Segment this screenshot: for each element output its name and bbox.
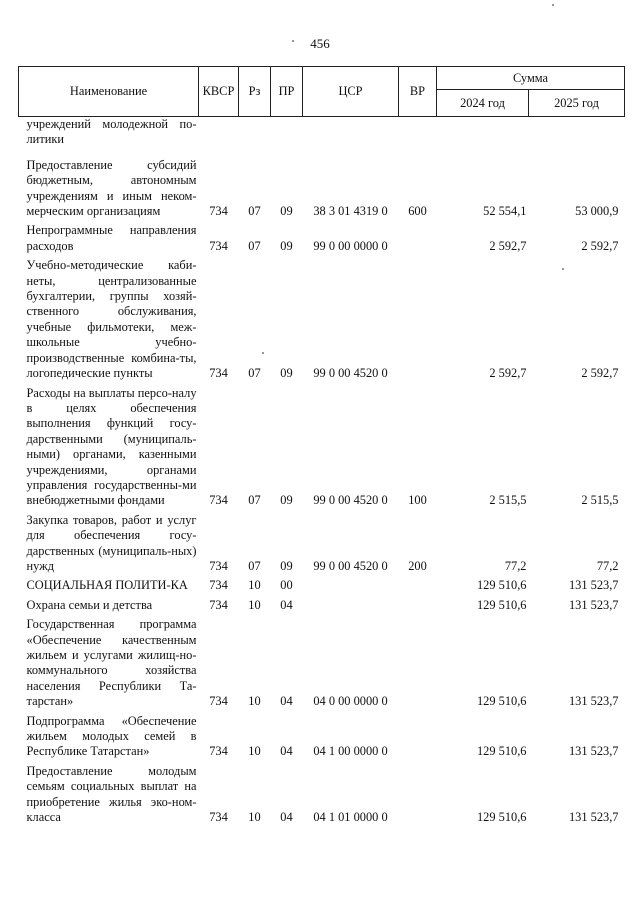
table-row bbox=[19, 617, 625, 713]
row-csr bbox=[303, 598, 399, 617]
row-vr bbox=[399, 223, 437, 258]
row-rz: 10 bbox=[248, 578, 261, 593]
row-rz: 07 bbox=[248, 204, 261, 219]
row-kvsr: 734 bbox=[209, 694, 228, 709]
row-pr: 00 bbox=[280, 578, 293, 593]
header-kvsr: КВСР bbox=[199, 67, 239, 117]
header-rz: Рз bbox=[239, 67, 271, 117]
header-sum: Сумма bbox=[437, 67, 625, 90]
row-rz: 10 bbox=[248, 597, 261, 612]
row-sum-2024: 77,2 bbox=[504, 558, 527, 573]
row-rz: 10 bbox=[248, 744, 261, 759]
row-sum-2024: 2 592,7 bbox=[489, 238, 527, 253]
row-sum-2025: 131 523,7 bbox=[568, 810, 619, 825]
row-csr: 99 0 00 4520 0 bbox=[313, 558, 388, 573]
row-kvsr: 734 bbox=[209, 597, 228, 612]
row-kvsr: 734 bbox=[209, 238, 228, 253]
row-rz: 10 bbox=[248, 694, 261, 709]
row-sum-2025: 77,2 bbox=[596, 558, 619, 573]
row-vr bbox=[399, 258, 437, 385]
table-row bbox=[19, 223, 625, 258]
header-csr: ЦСР bbox=[303, 67, 399, 117]
row-sum-2025: 2 592,7 bbox=[581, 238, 619, 253]
row-pr: 09 bbox=[280, 558, 293, 573]
table-row bbox=[19, 513, 625, 579]
row-sum-2025: 131 523,7 bbox=[568, 744, 619, 759]
row-kvsr: 734 bbox=[209, 558, 228, 573]
table-header bbox=[19, 67, 625, 117]
row-vr bbox=[399, 617, 437, 713]
row-name: учреждений молодежной по-литики bbox=[26, 117, 197, 147]
row-vr: 600 bbox=[408, 204, 427, 219]
row-sum-2025: 53 000,9 bbox=[575, 204, 619, 219]
row-vr bbox=[399, 714, 437, 764]
table-row bbox=[19, 152, 625, 224]
row-kvsr: 734 bbox=[209, 493, 228, 508]
row-vr bbox=[399, 598, 437, 617]
row-sum-2024 bbox=[437, 117, 529, 152]
row-name: Охрана семьи и детства bbox=[26, 597, 153, 612]
table-row bbox=[19, 386, 625, 513]
table-row bbox=[19, 598, 625, 617]
row-sum-2024: 129 510,6 bbox=[476, 597, 527, 612]
row-sum-2025: 2 592,7 bbox=[581, 366, 619, 381]
row-name: Подпрограмма «Обеспечение жильем молодых семей в Республике Татарстан» bbox=[26, 713, 197, 759]
row-sum-2025 bbox=[529, 117, 625, 152]
row-csr bbox=[303, 578, 399, 597]
row-sum-2024: 129 510,6 bbox=[476, 578, 527, 593]
row-name: Расходы на выплаты персо-налу в целях обеспечения выполнения функций госу-дарственными (муниципаль-ными) органами, казенными учреждениями, органами управления государственны-ми внебюджетными фондами bbox=[26, 385, 197, 508]
row-rz: 07 bbox=[248, 238, 261, 253]
row-csr: 38 3 01 4319 0 bbox=[313, 204, 388, 219]
table-row bbox=[19, 258, 625, 385]
row-rz: 07 bbox=[248, 366, 261, 381]
header-year-2025: 2025 год bbox=[529, 90, 625, 117]
row-name: Предоставление молодым семьям социальных выплат на приобретение жилья эко-ном-класса bbox=[26, 763, 197, 825]
row-pr: 04 bbox=[280, 744, 293, 759]
scan-speck bbox=[292, 40, 294, 42]
table-body bbox=[19, 117, 625, 830]
row-name: Предоставление субсидий бюджетным, автономным учреждениям и иным неком-мерческим организациям bbox=[26, 157, 197, 219]
row-kvsr: 734 bbox=[209, 744, 228, 759]
row-sum-2025: 131 523,7 bbox=[568, 578, 619, 593]
row-csr: 04 0 00 0000 0 bbox=[313, 694, 388, 709]
header-name: Наименование bbox=[19, 67, 199, 117]
row-pr: 09 bbox=[280, 366, 293, 381]
row-name: Государственная программа «Обеспечение качественным жильем и услугами жилищ-но-коммунального хозяйства населения Республики Та-тарстан» bbox=[26, 617, 197, 709]
row-pr: 09 bbox=[280, 493, 293, 508]
row-rz: 07 bbox=[248, 493, 261, 508]
table-row bbox=[19, 714, 625, 764]
row-csr: 99 0 00 4520 0 bbox=[313, 366, 388, 381]
row-csr: 99 0 00 4520 0 bbox=[313, 493, 388, 508]
row-csr bbox=[303, 117, 399, 152]
row-csr: 04 1 01 0000 0 bbox=[313, 810, 388, 825]
row-name: Непрограммные направления расходов bbox=[26, 223, 197, 253]
row-name: Учебно-методические каби-неты, централизованные бухгалтерии, группы хозяй-ственного обслуживания, учебные фильмотеки, меж-школьные учебно-производственные комбина-ты, логопедические пункты bbox=[26, 258, 197, 381]
budget-table bbox=[18, 66, 625, 829]
row-sum-2024: 2 592,7 bbox=[489, 366, 527, 381]
row-kvsr bbox=[199, 117, 239, 152]
row-kvsr: 734 bbox=[209, 578, 228, 593]
row-vr: 200 bbox=[408, 558, 427, 573]
row-sum-2024: 129 510,6 bbox=[476, 810, 527, 825]
row-pr: 04 bbox=[280, 810, 293, 825]
row-pr bbox=[271, 117, 303, 152]
row-name: Закупка товаров, работ и услуг для обеспечения госу-дарственных (муниципаль-ных) нужд bbox=[26, 512, 197, 573]
row-sum-2024: 2 515,5 bbox=[489, 493, 527, 508]
row-vr bbox=[399, 764, 437, 830]
row-vr bbox=[399, 578, 437, 597]
row-sum-2024: 129 510,6 bbox=[476, 744, 527, 759]
row-sum-2024: 129 510,6 bbox=[476, 694, 527, 709]
row-pr: 04 bbox=[280, 694, 293, 709]
row-kvsr: 734 bbox=[209, 810, 228, 825]
row-pr: 04 bbox=[280, 597, 293, 612]
row-pr: 09 bbox=[280, 204, 293, 219]
table-row bbox=[19, 117, 625, 152]
row-kvsr: 734 bbox=[209, 366, 228, 381]
header-pr: ПР bbox=[271, 67, 303, 117]
row-sum-2025: 131 523,7 bbox=[568, 694, 619, 709]
table-row bbox=[19, 578, 625, 597]
row-csr: 99 0 00 0000 0 bbox=[313, 238, 388, 253]
row-vr: 100 bbox=[408, 493, 427, 508]
header-year-2024: 2024 год bbox=[437, 90, 529, 117]
table-row bbox=[19, 764, 625, 830]
row-name: СОЦИАЛЬНАЯ ПОЛИТИ-КА bbox=[26, 578, 188, 593]
row-vr bbox=[399, 117, 437, 152]
scan-speck bbox=[552, 4, 554, 6]
row-kvsr: 734 bbox=[209, 204, 228, 219]
row-pr: 09 bbox=[280, 238, 293, 253]
row-rz: 10 bbox=[248, 810, 261, 825]
row-sum-2025: 131 523,7 bbox=[568, 597, 619, 612]
row-sum-2025: 2 515,5 bbox=[581, 493, 619, 508]
row-csr: 04 1 00 0000 0 bbox=[313, 744, 388, 759]
page-number: 456 bbox=[310, 36, 330, 51]
header-vr: ВР bbox=[399, 67, 437, 117]
row-sum-2024: 52 554,1 bbox=[483, 204, 527, 219]
row-rz: 07 bbox=[248, 558, 261, 573]
row-rz bbox=[239, 117, 271, 152]
